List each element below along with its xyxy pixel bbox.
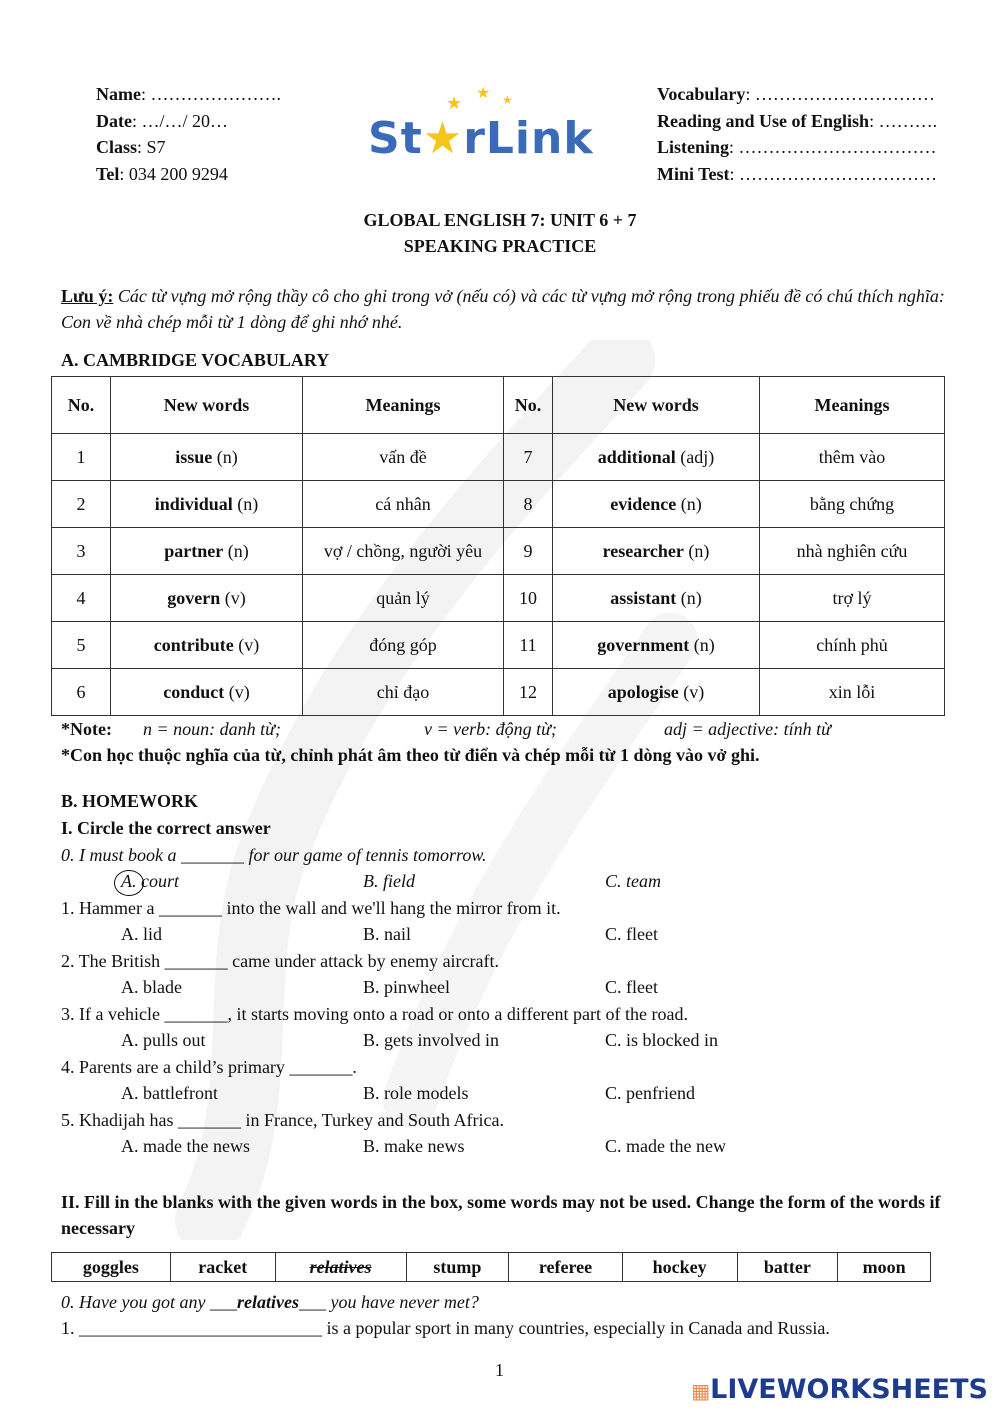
note-label: *Note:: [61, 719, 112, 739]
liveworksheets-icon: ▦: [691, 1379, 711, 1403]
option-a[interactable]: A. made the news: [121, 1136, 250, 1156]
note-text: Các từ vựng mở rộng thầy cô cho ghi trong vở (nếu có) và các từ vựng mở rộng trong phiếu đề có chú thích nghĩa: Con về nhà chép mỗi từ 1 dòng để ghi nhớ nhé.: [61, 286, 945, 332]
word-number: 8: [504, 481, 553, 528]
subtitle: SPEAKING PRACTICE: [403, 236, 597, 256]
question-1: 1. Hammer a _______ into the wall and we'll hang the mirror from it.: [61, 898, 561, 918]
option-c[interactable]: C. penfriend: [605, 1083, 695, 1103]
label: Date: [96, 110, 132, 131]
title: GLOBAL ENGLISH 7: UNIT 6 + 7: [363, 210, 637, 230]
box-word: moon: [838, 1253, 931, 1282]
box-word: goggles: [52, 1253, 171, 1282]
example-sentence: [61, 1292, 479, 1313]
word-number: 6: [52, 669, 111, 716]
header-new-words: New words: [553, 377, 760, 434]
table-row: [52, 528, 945, 575]
table-row: [52, 575, 945, 622]
option-a[interactable]: A. battlefront: [121, 1083, 218, 1103]
label: Listening: [657, 137, 730, 157]
class-value: : S7: [137, 137, 166, 157]
text: ___ you have never met?: [298, 1292, 479, 1312]
option-c[interactable]: C. is blocked in: [605, 1030, 718, 1050]
new-word: government (n): [553, 622, 760, 669]
meaning: chỉ đạo: [303, 669, 504, 716]
word-number: 7: [504, 434, 553, 481]
word-number: 9: [504, 528, 553, 575]
new-word: assistant (n): [553, 575, 760, 622]
scores: [657, 81, 937, 187]
option-b[interactable]: B. field: [363, 871, 415, 891]
note-label: Lưu ý:: [61, 286, 114, 306]
fill-question-1[interactable]: 1. ___________________________ is a popular sport in many countries, especially in Canada and Russia.: [61, 1318, 830, 1338]
box-word: racket: [170, 1253, 275, 1282]
label: Reading and Use of English: [657, 110, 870, 131]
logo-text: St★rLink: [368, 113, 594, 164]
vocabulary-table: [51, 376, 945, 716]
new-word: partner (n): [111, 528, 303, 575]
option-c[interactable]: C. made the new: [605, 1136, 726, 1156]
score-field[interactable]: : ……….: [869, 110, 938, 131]
new-word: govern (v): [111, 575, 303, 622]
word-box: [51, 1252, 931, 1282]
label: Name: [96, 84, 141, 104]
student-info: [96, 81, 281, 187]
score-field[interactable]: : …………………………: [745, 84, 935, 104]
option-a[interactable]: A. court: [121, 871, 179, 891]
brand-text: LIVEWORKSHEETS: [710, 1374, 988, 1405]
header-no: No.: [504, 377, 553, 434]
liveworksheets-logo: [691, 1374, 988, 1405]
tel-value: : 034 200 9294: [119, 163, 228, 184]
box-word: relatives: [275, 1253, 406, 1282]
question-2: 2. The British _______ came under attack by enemy aircraft.: [61, 951, 500, 971]
part-i-heading: I. Circle the correct answer: [61, 818, 271, 838]
meaning: đóng góp: [303, 622, 504, 669]
word-number: 3: [52, 528, 111, 575]
meaning: bằng chứng: [760, 481, 945, 528]
meaning: chính phủ: [760, 622, 945, 669]
option-c[interactable]: C. fleet: [605, 977, 658, 997]
box-word: referee: [509, 1253, 622, 1282]
new-word: conduct (v): [111, 669, 303, 716]
meaning: thêm vào: [760, 434, 945, 481]
word-number: 11: [504, 622, 553, 669]
answer-circle: [114, 870, 144, 896]
noun-note: n = noun: danh từ;: [143, 719, 281, 739]
new-word: apologise (v): [553, 669, 760, 716]
label: Tel: [96, 163, 120, 184]
star-icon: ★: [502, 93, 513, 107]
option-c[interactable]: C. team: [605, 871, 661, 891]
page-number: 1: [495, 1360, 504, 1380]
option-a[interactable]: A. lid: [121, 924, 163, 944]
question-4: 4. Parents are a child’s primary _______.: [61, 1057, 357, 1077]
new-word: evidence (n): [553, 481, 760, 528]
header-new-words: New words: [111, 377, 303, 434]
table-row: [52, 434, 945, 481]
meaning: vợ / chồng, người yêu: [303, 528, 504, 575]
score-field[interactable]: : ……………………………: [729, 137, 937, 157]
option-a[interactable]: A. blade: [121, 977, 182, 997]
pos-note: [61, 719, 112, 740]
box-word: batter: [737, 1253, 838, 1282]
question-3: 3. If a vehicle _______, it starts moving onto a road or onto a different part of the road.: [61, 1004, 688, 1024]
new-word: additional (adj): [553, 434, 760, 481]
word-number: 2: [52, 481, 111, 528]
label: Class: [96, 137, 138, 157]
study-note: *Con học thuộc nghĩa của từ, chỉnh phát âm theo từ điển và chép mỗi từ 1 dòng vào vở ghi.: [61, 745, 760, 765]
section-a-heading: A. CAMBRIDGE VOCABULARY: [61, 350, 330, 370]
text: 0. Have you got any ___: [61, 1292, 237, 1312]
header-meanings: Meanings: [760, 377, 945, 434]
word-number: 10: [504, 575, 553, 622]
meaning: nhà nghiên cứu: [760, 528, 945, 575]
table-row: [52, 481, 945, 528]
label: Mini Test: [657, 163, 730, 184]
word-number: 5: [52, 622, 111, 669]
new-word: issue (n): [111, 434, 303, 481]
example-answer: relatives: [236, 1292, 299, 1312]
word-number: 12: [504, 669, 553, 716]
question-5: 5. Khadijah has _______ in France, Turkey and South Africa.: [61, 1110, 504, 1130]
meaning: cá nhân: [303, 481, 504, 528]
section-b-heading: B. HOMEWORK: [61, 791, 199, 811]
header-meanings: Meanings: [303, 377, 504, 434]
starlink-logo: [368, 86, 598, 168]
name-field[interactable]: : ………………….: [140, 84, 281, 104]
part-ii-heading: II. Fill in the blanks with the given words in the box, some words may not be used. Change the form of the words if necessary: [61, 1192, 941, 1238]
date-field[interactable]: : …/…/ 20…: [131, 110, 228, 131]
verb-note: v = verb: động từ;: [424, 719, 557, 739]
label: Vocabulary: [657, 84, 746, 104]
question-0: 0. I must book a _______ for our game of tennis tomorrow.: [61, 845, 487, 865]
option-b[interactable]: B. nail: [363, 924, 411, 944]
meaning: quản lý: [303, 575, 504, 622]
meaning: trợ lý: [760, 575, 945, 622]
word-number: 1: [52, 434, 111, 481]
box-word: stump: [406, 1253, 509, 1282]
table-row: [52, 622, 945, 669]
option-b[interactable]: B. role models: [363, 1083, 469, 1103]
option-a[interactable]: A. pulls out: [121, 1030, 206, 1050]
table-row: [52, 669, 945, 716]
note: [61, 283, 961, 335]
option-b[interactable]: B. make news: [363, 1136, 465, 1156]
header-no: No.: [52, 377, 111, 434]
box-word: hockey: [622, 1253, 737, 1282]
meaning: xin lỗi: [760, 669, 945, 716]
meaning: vấn đề: [303, 434, 504, 481]
option-b[interactable]: B. gets involved in: [363, 1030, 499, 1050]
option-c[interactable]: C. fleet: [605, 924, 658, 944]
new-word: researcher (n): [553, 528, 760, 575]
star-icon: ★: [476, 85, 491, 102]
option-b[interactable]: B. pinwheel: [363, 977, 450, 997]
new-word: individual (n): [111, 481, 303, 528]
score-field[interactable]: : ……………………………: [729, 163, 938, 184]
adj-note: adj = adjective: tính từ: [664, 719, 831, 739]
star-icon: ★: [446, 93, 463, 113]
new-word: contribute (v): [111, 622, 303, 669]
word-number: 4: [52, 575, 111, 622]
